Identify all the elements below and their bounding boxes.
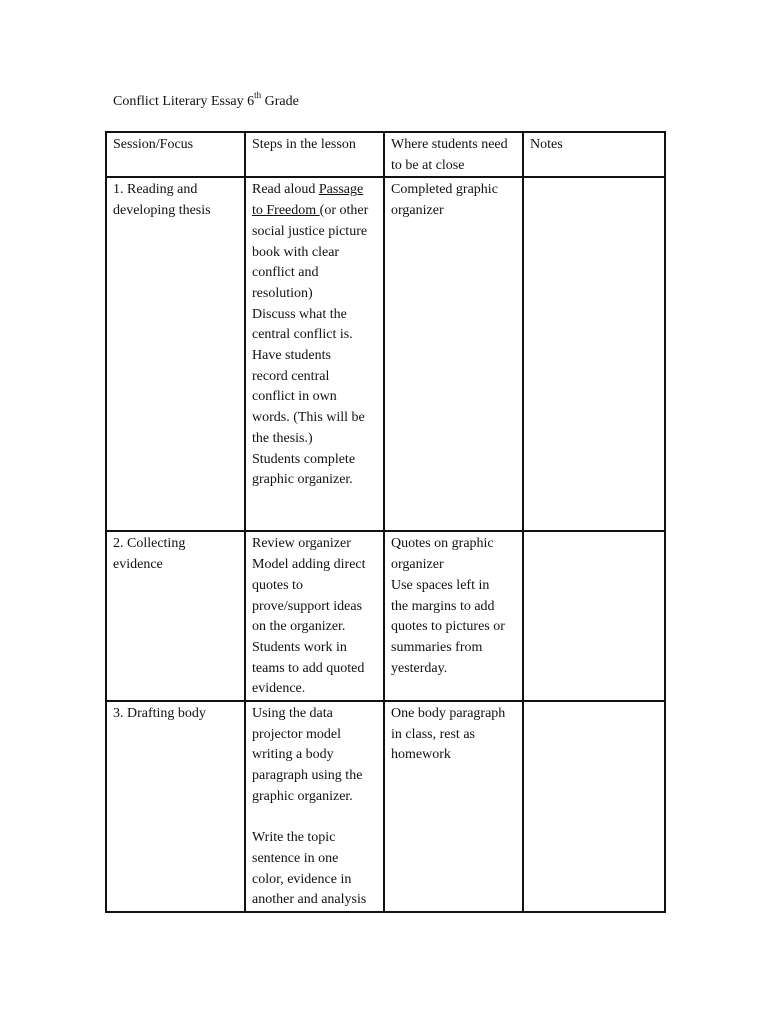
cell-line: summaries from	[391, 639, 483, 655]
cell-line: Use spaces left in	[391, 577, 490, 593]
notes-cell	[523, 701, 665, 912]
steps-cell	[245, 701, 384, 912]
cell-line: writing a body	[252, 747, 334, 763]
book-title-underlined: to Freedom	[252, 203, 320, 219]
cell-line: in class, rest as	[391, 726, 475, 742]
cell-line	[252, 808, 377, 829]
cell-line: graphic organizer.	[252, 788, 353, 804]
header-notes	[523, 132, 665, 177]
cell-line: Using the data	[252, 706, 333, 722]
cell-line: quotes to	[252, 577, 303, 593]
cell-line: evidence	[113, 557, 163, 573]
cell-line: Quotes on graphic	[391, 536, 494, 552]
table-row	[106, 177, 665, 531]
cell-line: 1. Reading and	[113, 182, 198, 198]
cell-line: the margins to add	[391, 598, 495, 614]
title-suffix: Grade	[261, 94, 299, 109]
cell-line: Model adding direct	[252, 557, 366, 573]
header-label: Session/Focus	[113, 137, 194, 152]
cell-text: Read aloud	[252, 182, 319, 198]
cell-line: another and analysis	[252, 892, 367, 908]
lesson-plan-table	[105, 131, 666, 913]
notes-cell	[523, 531, 665, 701]
cell-line: the thesis.)	[252, 430, 313, 446]
outcome-cell	[384, 701, 523, 912]
cell-line: social justice picture	[252, 223, 368, 239]
header-where-students	[384, 132, 523, 177]
cell-line: 2. Collecting	[113, 536, 186, 552]
outcome-cell	[384, 177, 523, 531]
title-superscript: th	[254, 90, 262, 101]
title-text: Conflict Literary Essay 6	[113, 94, 255, 109]
cell-line: One body paragraph	[391, 706, 506, 722]
cell-line: 3. Drafting body	[113, 706, 206, 722]
session-cell	[106, 177, 245, 531]
header-label: Steps in the lesson	[252, 137, 356, 152]
cell-line	[252, 180, 377, 201]
cell-line: words. (This will be	[252, 410, 365, 426]
cell-line: homework	[391, 747, 451, 763]
steps-cell	[245, 177, 384, 531]
cell-line: color, evidence in	[252, 871, 352, 887]
cell-line: organizer	[391, 203, 444, 219]
cell-line: yesterday.	[391, 660, 448, 676]
cell-line: paragraph using the	[252, 768, 363, 784]
cell-line: organizer	[391, 557, 444, 573]
session-cell	[106, 531, 245, 701]
cell-line: developing thesis	[113, 203, 211, 219]
cell-line: central conflict is.	[252, 327, 353, 343]
header-label: Notes	[530, 137, 563, 152]
session-cell	[106, 701, 245, 912]
cell-line: Have students	[252, 348, 331, 364]
cell-line: on the organizer.	[252, 619, 346, 635]
cell-line: book with clear	[252, 244, 340, 260]
header-session-focus	[106, 132, 245, 177]
header-steps	[245, 132, 384, 177]
cell-line: sentence in one	[252, 850, 339, 866]
outcome-cell	[384, 531, 523, 701]
header-row	[106, 132, 665, 177]
cell-line: conflict and	[252, 265, 319, 281]
cell-line: Write the topic	[252, 830, 336, 846]
cell-line: conflict in own	[252, 389, 337, 405]
cell-line	[252, 201, 377, 222]
notes-cell	[523, 177, 665, 531]
cell-line: Students work in	[252, 639, 347, 655]
cell-line: Review organizer	[252, 536, 351, 552]
steps-cell	[245, 531, 384, 701]
cell-line: evidence.	[252, 681, 306, 697]
cell-line: teams to add quoted	[252, 660, 365, 676]
table-row	[106, 531, 665, 701]
cell-line: prove/support ideas	[252, 598, 363, 614]
cell-line: graphic organizer.	[252, 472, 353, 488]
cell-line: Completed graphic	[391, 182, 498, 198]
table-row	[106, 701, 665, 912]
document-title	[113, 92, 299, 112]
cell-text: (or other	[319, 203, 369, 219]
header-label-line: to be at close	[391, 157, 465, 173]
book-title-underlined: Passage	[318, 182, 364, 198]
cell-line: projector model	[252, 726, 342, 742]
cell-line: record central	[252, 368, 330, 384]
cell-line: Students complete	[252, 451, 356, 467]
cell-line: quotes to pictures or	[391, 619, 505, 635]
cell-line: Discuss what the	[252, 306, 347, 322]
header-label-line: Where students need	[391, 137, 508, 152]
cell-line: resolution)	[252, 285, 313, 301]
